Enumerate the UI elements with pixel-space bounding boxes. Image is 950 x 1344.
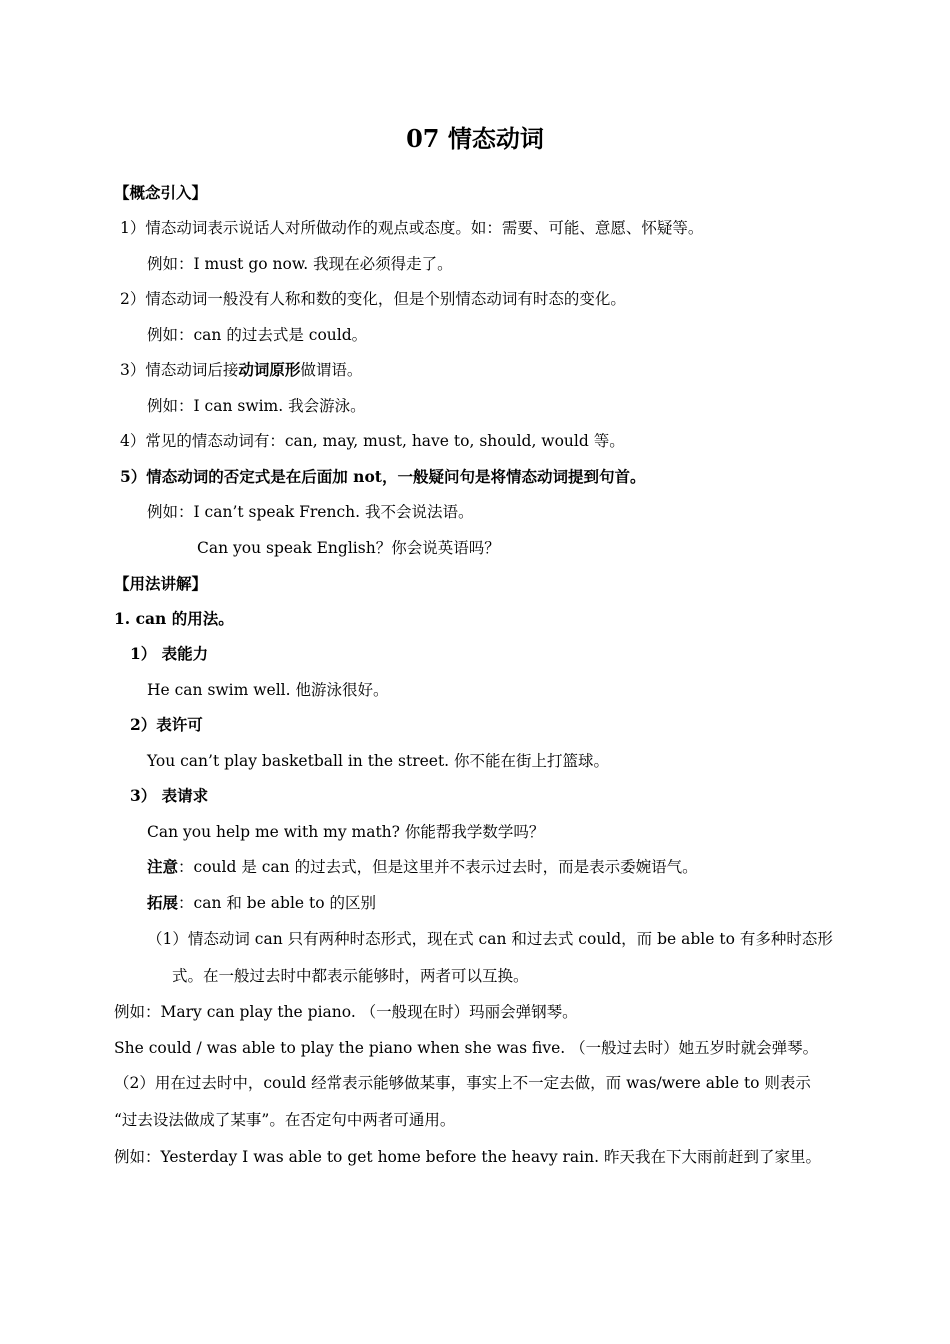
- example-line: 例如：Mary can play the piano. （一般现在时）玛丽会弹钢琴。: [114, 1003, 578, 1021]
- example-line: He can swim well. 他游泳很好。: [147, 681, 389, 699]
- example-line: Can you speak English？你会说英语吗？: [197, 539, 500, 557]
- paragraph: （1）情态动词 can 只有两种时态形式，现在式 can 和过去式 could，而 be able to 有多种时态形: [147, 930, 833, 948]
- note-label: 注意: [147, 857, 179, 876]
- note-text: ：could 是 can 的过去式，但是这里并不表示过去时，而是表示委婉语气。: [178, 858, 698, 876]
- note-line: [147, 857, 698, 877]
- text-run: 做谓语。: [300, 361, 363, 379]
- paragraph: [120, 360, 362, 380]
- example-line: 例如：I must go now. 我现在必须得走了。: [147, 255, 453, 273]
- example-line: 例如：I can’t speak French. 我不会说法语。: [147, 503, 474, 521]
- paragraph: 式。在一般过去时中都表示能够时，两者可以互换。: [172, 967, 529, 985]
- paragraph: （2）用在过去时中，could 经常表示能够做某事，事实上不一定去做，而 was/were able to 则表示: [114, 1074, 811, 1092]
- paragraph-bold: 5）情态动词的否定式是在后面加 not，一般疑问句是将情态动词提到句首。: [120, 467, 646, 486]
- extension-line: [147, 893, 376, 913]
- subheading: 3） 表请求: [130, 786, 209, 805]
- example-line: Can you help me with my math? 你能帮我学数学吗？: [147, 823, 545, 841]
- emphasis-text: 动词原形: [238, 360, 301, 379]
- section-heading-usage: 【用法讲解】: [114, 574, 208, 593]
- subheading: 2）表许可: [130, 715, 203, 734]
- example-line: 例如：can 的过去式是 could。: [147, 326, 368, 344]
- section-heading-concept: 【概念引入】: [114, 183, 208, 202]
- subheading: 1. can 的用法。: [114, 609, 234, 628]
- paragraph: 2）情态动词一般没有人称和数的变化，但是个别情态动词有时态的变化。: [120, 290, 626, 308]
- example-line: 例如：Yesterday I was able to get home before the heavy rain. 昨天我在下大雨前赶到了家里。: [114, 1148, 821, 1166]
- example-line: 例如：I can swim. 我会游泳。: [147, 397, 366, 415]
- paragraph: “过去设法做成了某事”。在否定句中两者可通用。: [114, 1111, 456, 1129]
- paragraph: 1）情态动词表示说话人对所做动作的观点或态度。如：需要、可能、意愿、怀疑等。: [120, 219, 704, 237]
- example-line: She could / was able to play the piano when she was five. （一般过去时）她五岁时就会弹琴。: [114, 1039, 819, 1057]
- extension-label: 拓展: [147, 893, 179, 912]
- example-line: You can’t play basketball in the street. 你不能在街上打篮球。: [147, 752, 610, 770]
- text-run: 3）情态动词后接: [120, 361, 239, 379]
- extension-text: ：can 和 be able to 的区别: [178, 894, 377, 912]
- subheading: 1） 表能力: [130, 644, 209, 663]
- paragraph: 4）常见的情态动词有：can, may, must, have to, should, would 等。: [120, 432, 625, 450]
- page-title: 07 情态动词: [406, 124, 544, 153]
